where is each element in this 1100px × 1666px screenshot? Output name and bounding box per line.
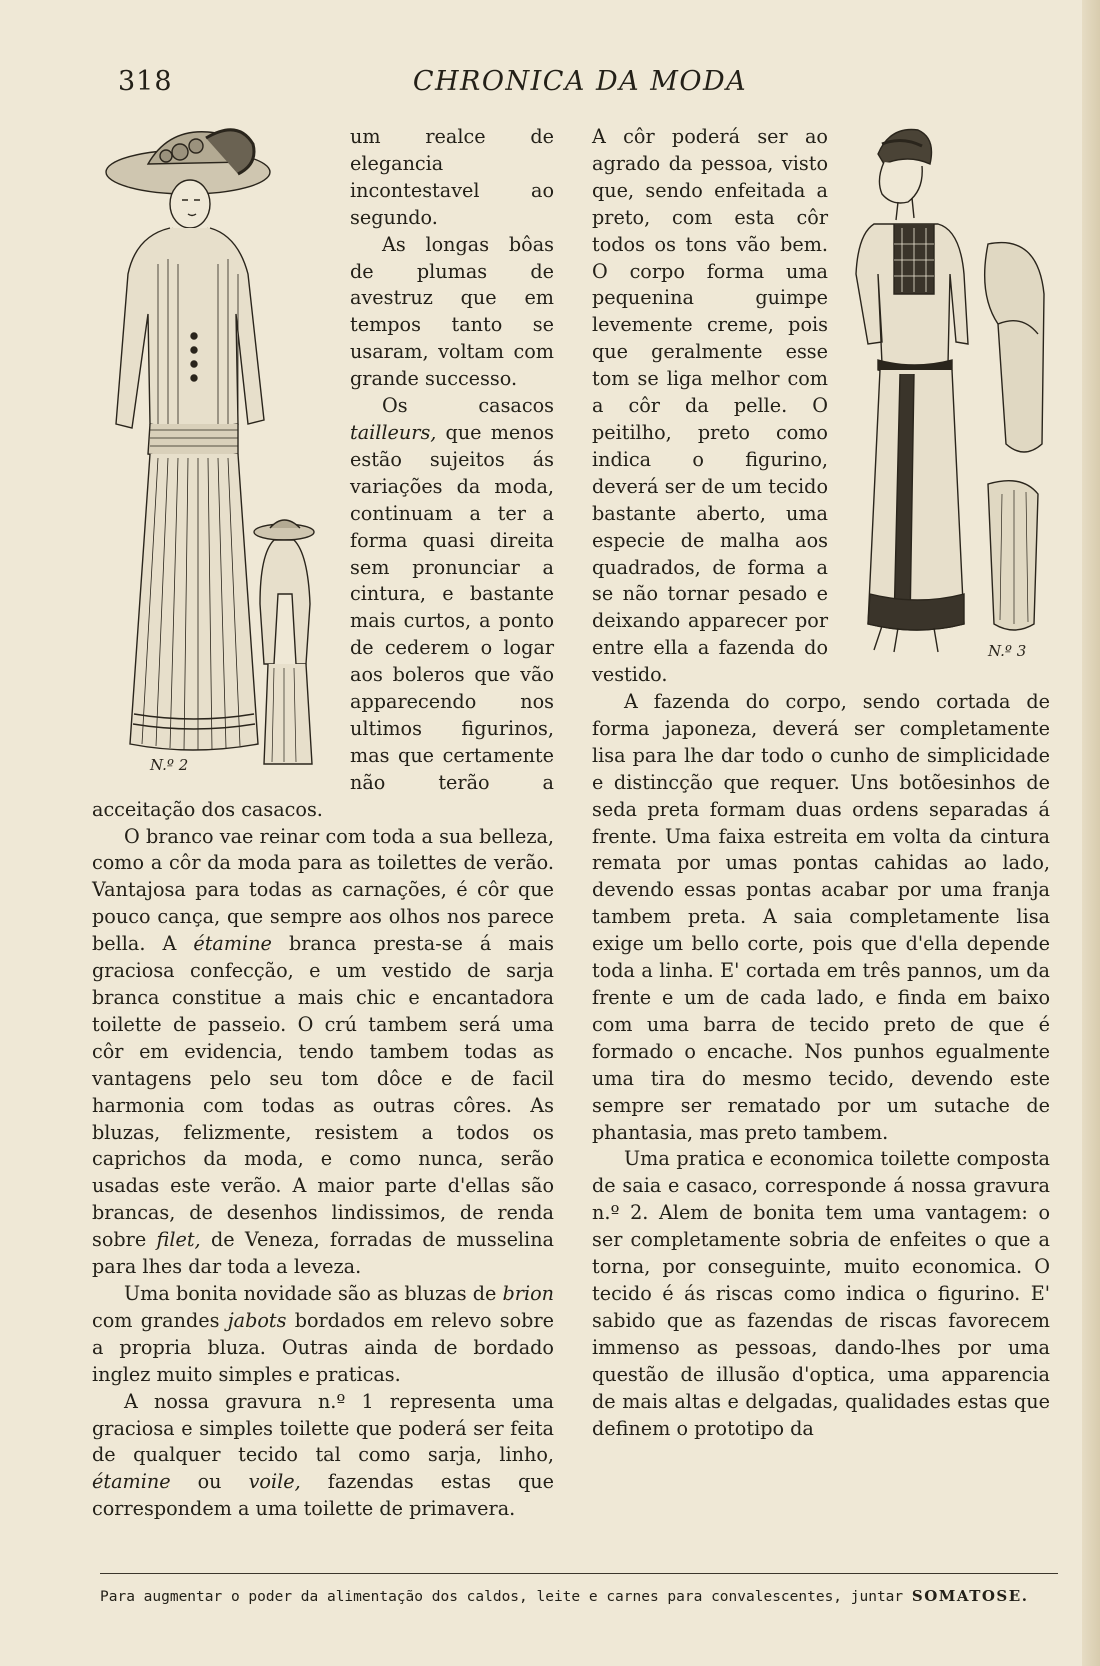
page-edge — [1082, 0, 1100, 1666]
paragraph: As longas bôas de plumas de avestruz que em tempos tanto se usaram, voltam com grande successo. — [350, 232, 554, 391]
paragraph: A fazenda do corpo, sendo cortada de forma japoneza, deverá ser completamente lisa para lhe dar todo o cunho de simplicidade e distincção que requer. Uns botõesinhos de seda preta formam duas ordens separadas á frente. Uma faixa estreita em volta da cintura remata por umas pontas cahidas ao lado, devendo essas pontas acabar por uma franja tambem preta. A saia completamente lisa exige um bello corte, pois que d'ella depende toda a linha. E' cortada em três pannos, um da frente e um de cada lado, e finda em baixo com uma barra de tecido preto de que é formado o encache. Nos punhos egualmente uma tira do mesmo tecido, devendo este sempre ser rematado por um sutache de phantasia, mas preto tambem. — [592, 690, 1050, 1144]
paragraph: A nossa gravura n.º 1 representa uma graciosa e simples toilette que poderá ser feita de qualquer tecido tal como sarja, linho, étamine ou voile, fazendas estas que correspondem a uma toilette de primavera. — [92, 1389, 554, 1521]
figure-2-label: N.º 2 — [150, 756, 189, 774]
running-title: CHRONICA DA MODA — [412, 66, 748, 97]
footer-rule — [100, 1573, 1058, 1574]
fashion-illustration-3 — [838, 124, 1056, 664]
paragraph: Uma pratica e economica toilette composta de saia e casaco, corresponde á nossa gravura n.º 2. Alem de bonita tem uma vantagem: o ser completamente sobria de enfeites o que a torna, por conseguinte, muito economica. O tecido é ás riscas como indica o figurino. E' sabido que as fazendas de riscas favorecem immenso as pessoas, dando-lhes por uma questão de illusão d'optica, uma apparencia de mais altas e delgadas, qualidades estas que definem o prototipo da — [592, 1147, 1050, 1440]
right-column — [592, 124, 1050, 1442]
figure-2 — [88, 124, 338, 774]
figure-3 — [838, 124, 1056, 664]
page-number: 318 — [118, 66, 173, 97]
paragraph: Os casacos tailleurs, que menos estão sujeitos ás variações da moda, continuam a ter a forma quasi direita sem pronunciar a cintura, e bastante mais curtos, a ponto de cederem o logar aos boleros que vão apparecendo nos ultimos figurinos, mas que certamente não terão a acceitação dos casacos. — [92, 394, 554, 821]
brand-name: SOMATOSE. — [911, 1587, 1029, 1605]
advertisement-footer: Para augmentar o poder da alimentação dos caldos, leite e carnes para convalescentes, juntar SOMATOSE. — [100, 1587, 1029, 1605]
paragraph: Uma bonita novidade são as bluzas de brion com grandes jabots bordados em relevo sobre a propria bluza. Outras ainda de bordado inglez muito simples e praticas. — [92, 1281, 554, 1386]
paragraph: O branco vae reinar com toda a sua belleza, como a côr da moda para as toilettes de verão. Vantajosa para todas as carnações, é côr que pouco cança, que sempre aos olhos nos parece bella. A étamine branca presta-se á mais graciosa confecção, e um vestido de sarja branca constitue a mais chic e encantadora toilette de passeio. O crú tambem será uma côr em evidencia, tendo tambem todas as vantagens pelo seu tom dôce e de facil harmonia com todas as outras côres. As bluzas, felizmente, resistem a todos os caprichos da moda, e como nunca, serão usadas este verão. A maior parte d'ellas são brancas, de desenhos lindissimos, de renda sobre filet, de Veneza, forradas de musselina para lhes dar toda a leveza. — [92, 824, 554, 1279]
fashion-illustration-2 — [88, 124, 338, 774]
paragraph: A côr poderá ser ao agrado da pessoa, visto que, sendo enfeitada a preto, com esta côr todos os tons vão bem. O corpo forma uma pequenina guimpe levemente creme, pois que geralmente esse tom se liga melhor com a côr da pelle. O peitilho, preto como indica o figurino, deverá ser de um tecido bastante aberto, uma especie de malha aos quadrados, de forma a se não tornar pesado e deixando apparecer por entre ella a fazenda do vestido. — [592, 125, 828, 687]
figure-3-label: N.º 3 — [988, 642, 1027, 660]
left-column — [92, 124, 554, 1523]
page-header — [0, 66, 1100, 106]
paragraph: um realce de elegancia incontestavel ao segundo. — [350, 125, 554, 229]
